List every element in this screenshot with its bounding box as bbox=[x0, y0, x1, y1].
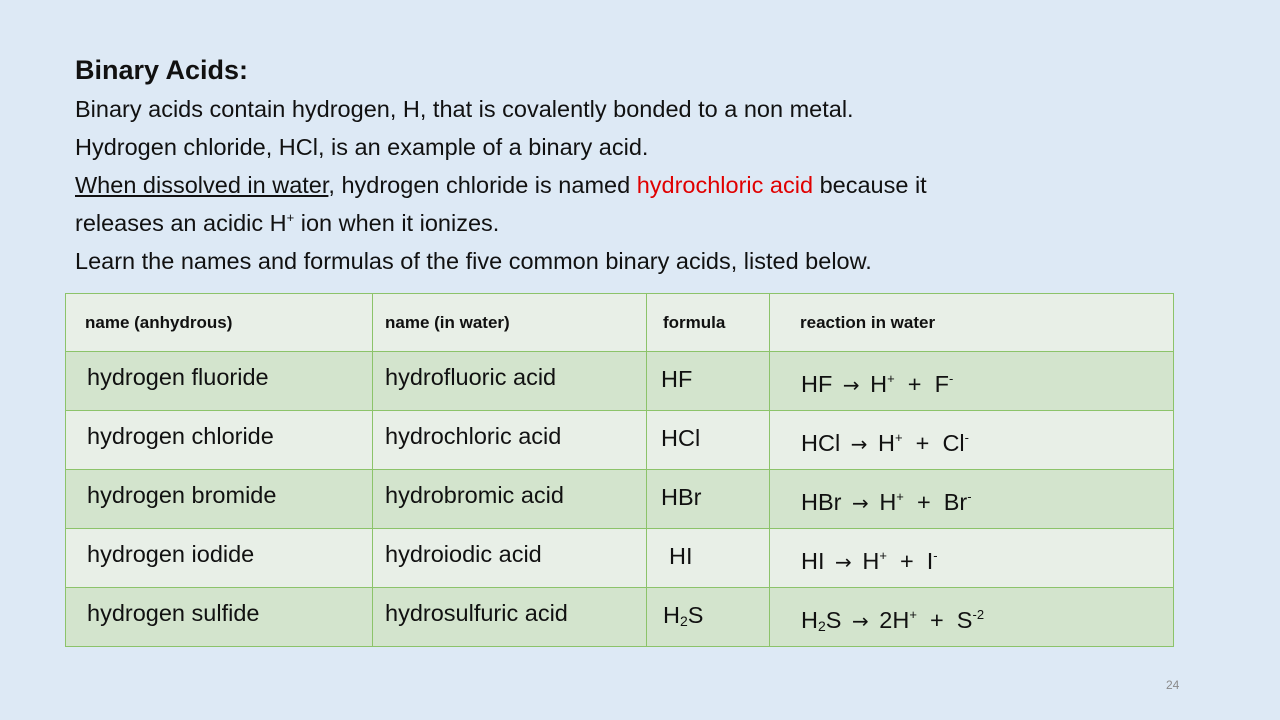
plus-sign: + bbox=[916, 488, 931, 515]
ion-charge: - bbox=[964, 429, 969, 445]
intro-line-3-mid: , hydrogen chloride is named bbox=[328, 172, 637, 198]
header-name-in-water: name (in water) bbox=[373, 294, 647, 352]
reactant: HF bbox=[801, 370, 833, 397]
table-row bbox=[66, 529, 1174, 588]
cell-in-water bbox=[373, 411, 647, 470]
table-header-row bbox=[66, 294, 1174, 352]
ion-charge: + bbox=[894, 429, 903, 445]
arrow-icon: → bbox=[835, 549, 852, 574]
header-name-anhydrous: name (anhydrous) bbox=[66, 294, 373, 352]
intro-line-4-end: ion when it ionizes. bbox=[294, 210, 500, 236]
intro-line-4-start: releases an acidic H bbox=[75, 210, 287, 236]
formula: HCl bbox=[661, 424, 701, 451]
formula-element: H bbox=[663, 601, 680, 628]
ion-charge: + bbox=[896, 488, 904, 504]
reaction-equation bbox=[801, 430, 969, 457]
header-formula: formula bbox=[647, 294, 770, 352]
hydrogen-ion: H bbox=[878, 429, 895, 456]
cell-anhydrous bbox=[66, 352, 373, 411]
water-name: hydroiodic acid bbox=[385, 540, 542, 567]
formula: HBr bbox=[661, 483, 702, 510]
arrow-icon: → bbox=[842, 372, 860, 397]
cell-formula bbox=[647, 529, 770, 588]
slide-title: Binary Acids: bbox=[75, 55, 249, 85]
anhydrous-name: hydrogen chloride bbox=[87, 422, 274, 449]
formula bbox=[661, 602, 703, 629]
water-name: hydrofluoric acid bbox=[385, 363, 557, 390]
formula-subscript: 2 bbox=[679, 612, 688, 629]
table-row bbox=[66, 470, 1174, 529]
table-row bbox=[66, 588, 1174, 647]
plus-sign: + bbox=[899, 547, 914, 574]
arrow-icon: → bbox=[852, 490, 869, 515]
plus-sign: + bbox=[930, 606, 944, 633]
cell-anhydrous bbox=[66, 588, 373, 647]
hydrogen-ion-charge: + bbox=[286, 210, 295, 225]
cell-reaction bbox=[770, 411, 1174, 470]
ion-charge: + bbox=[879, 547, 887, 563]
water-name: hydrochloric acid bbox=[385, 422, 562, 449]
cell-in-water bbox=[373, 352, 647, 411]
intro-line-1: Binary acids contain hydrogen, H, that is covalently bonded to a non metal. bbox=[75, 96, 854, 122]
ion-charge: + bbox=[887, 370, 895, 386]
formula: HI bbox=[669, 542, 693, 569]
reaction-equation bbox=[801, 371, 953, 398]
anhydrous-name: hydrogen bromide bbox=[87, 481, 277, 508]
reactant: S bbox=[825, 606, 842, 633]
ion-charge: - bbox=[933, 547, 938, 563]
cell-in-water bbox=[373, 588, 647, 647]
reaction-equation bbox=[801, 548, 938, 575]
cell-reaction bbox=[770, 352, 1174, 411]
anion: Cl bbox=[942, 429, 965, 456]
formula-element: S bbox=[687, 601, 704, 628]
anhydrous-name: hydrogen iodide bbox=[87, 540, 255, 567]
cell-anhydrous bbox=[66, 529, 373, 588]
hydrogen-ion: 2H bbox=[879, 606, 910, 633]
reactant: H bbox=[801, 606, 818, 633]
intro-line-3 bbox=[75, 166, 1195, 204]
intro-line-5: Learn the names and formulas of the five common binary acids, listed below. bbox=[75, 248, 872, 274]
intro-line-4 bbox=[75, 204, 1195, 242]
cell-anhydrous bbox=[66, 411, 373, 470]
anion: I bbox=[926, 547, 934, 574]
formula: HF bbox=[661, 365, 693, 392]
cell-formula bbox=[647, 470, 770, 529]
binary-acids-table bbox=[65, 293, 1174, 647]
underlined-phrase: When dissolved in water bbox=[75, 172, 329, 198]
highlighted-term: hydrochloric acid bbox=[636, 172, 814, 198]
header-reaction: reaction in water bbox=[770, 294, 1174, 352]
cell-in-water bbox=[373, 529, 647, 588]
intro-line-3-end: because it bbox=[813, 172, 927, 198]
reactant: HI bbox=[801, 547, 825, 574]
reaction-equation bbox=[801, 489, 972, 516]
reaction-equation bbox=[801, 607, 984, 634]
reactant: HCl bbox=[801, 429, 841, 456]
arrow-icon: → bbox=[852, 608, 869, 633]
cell-reaction bbox=[770, 588, 1174, 647]
arrow-icon: → bbox=[850, 431, 868, 456]
plus-sign: + bbox=[915, 429, 930, 456]
hydrogen-ion: H bbox=[862, 547, 880, 574]
table-row bbox=[66, 411, 1174, 470]
ion-charge: - bbox=[967, 488, 972, 504]
anhydrous-name: hydrogen sulfide bbox=[87, 599, 260, 626]
intro-text-block bbox=[75, 50, 1195, 280]
anion: F bbox=[934, 370, 949, 397]
ion-charge: -2 bbox=[972, 606, 985, 622]
anion: Br bbox=[943, 488, 968, 515]
anion: S bbox=[956, 606, 973, 633]
cell-in-water bbox=[373, 470, 647, 529]
plus-sign: + bbox=[907, 370, 922, 397]
ion-charge: - bbox=[948, 370, 954, 386]
ion-charge: + bbox=[909, 606, 917, 622]
cell-reaction bbox=[770, 529, 1174, 588]
water-name: hydrobromic acid bbox=[385, 481, 564, 508]
reactant-subscript: 2 bbox=[817, 617, 826, 634]
cell-anhydrous bbox=[66, 470, 373, 529]
cell-formula bbox=[647, 352, 770, 411]
hydrogen-ion: H bbox=[879, 488, 897, 515]
cell-reaction bbox=[770, 470, 1174, 529]
table-row bbox=[66, 352, 1174, 411]
anhydrous-name: hydrogen fluoride bbox=[87, 363, 269, 390]
hydrogen-ion: H bbox=[870, 370, 888, 397]
page-number: 24 bbox=[1166, 678, 1180, 692]
water-name: hydrosulfuric acid bbox=[385, 599, 568, 626]
intro-line-2: Hydrogen chloride, HCl, is an example of a binary acid. bbox=[75, 134, 649, 160]
cell-formula bbox=[647, 411, 770, 470]
cell-formula bbox=[647, 588, 770, 647]
reactant: HBr bbox=[801, 488, 842, 515]
